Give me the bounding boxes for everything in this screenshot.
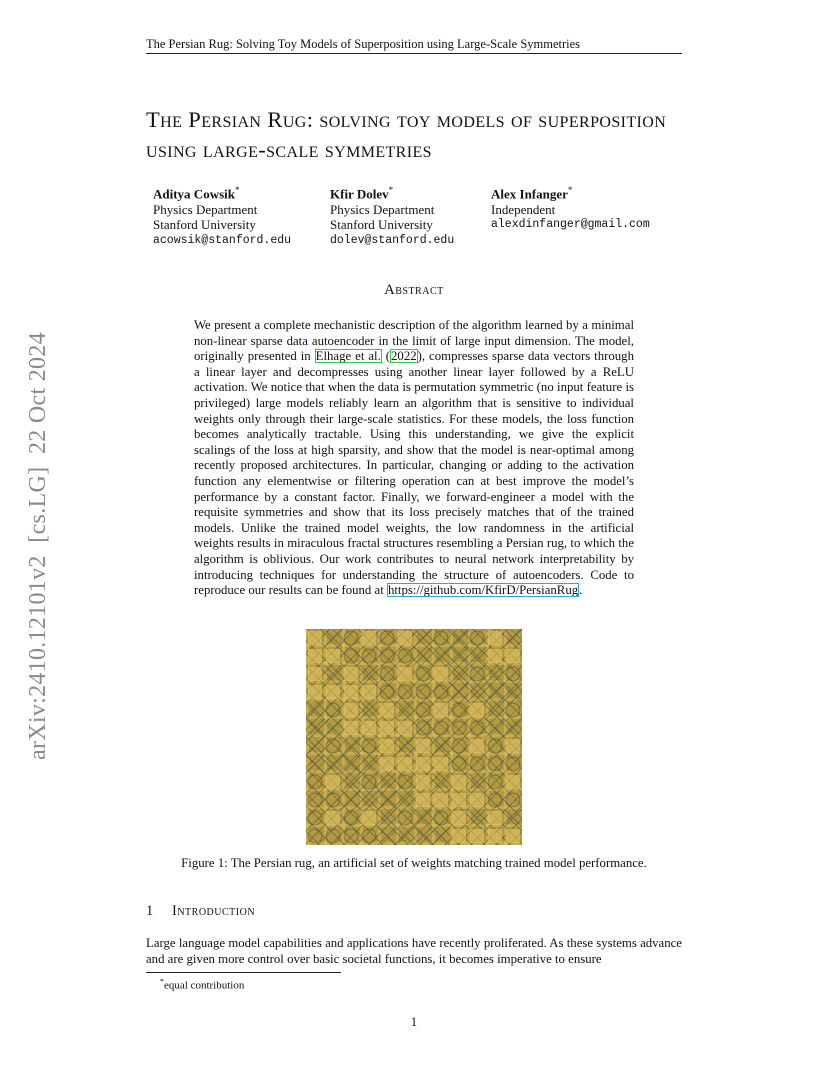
author-email: dolev@stanford.edu — [330, 233, 455, 247]
code-url-link[interactable]: https://github.com/KfirD/PersianRug — [387, 583, 579, 598]
persian-rug-pattern — [306, 629, 522, 845]
author-block-3 — [491, 183, 650, 233]
page-number: 1 — [410, 1015, 418, 1029]
abstract-text: We present a complete mechanistic description of the algorithm learned by a minimal non-linear sparse data autoencoder in the limit of large input dimension. The model, originally presented in Elhage et al. (2022), compresses sparse data vectors through a linear layer and decompresses using another linear layer followed by a ReLU activation. We notice that when the data is permutation symmetric (no input feature is privileged) large models reliably learn an algorithm that is sensitive to individual weights only through their large-scale statistics. For these models, the loss function becomes analytically tractable. Using this understanding, we give the explicit scalings of the loss at high sparsity, and show that the model is near-optimal among recently proposed architectures. In particular, changing or adding to the activation function any elementwise or filtering operation can at best improve the model’s performance by a constant factor. Finally, we forward-engineer a model with the requisite symmetries and show that its loss precisely matches that of the trained models. Unlike the trained model weights, the low randomness in the artificial weights results in miraculous fractal structures resembling a Persian rug, to which the algorithm is oblivious. Our work contributes to neural network interpretability by introducing techniques for understanding the structure of autoencoders. Code to reproduce our results can be found at https://github.com/KfirD/PersianRug. — [194, 318, 634, 598]
persian-rug-figure — [306, 629, 522, 845]
author-email: acowsik@stanford.edu — [153, 233, 292, 247]
running-head: The Persian Rug: Solving Toy Models of Superposition using Large-Scale Symmetries — [146, 37, 581, 51]
author-email: alexdinfanger@gmail.com — [491, 218, 650, 232]
author-name: Kfir Dolev* — [330, 185, 394, 202]
footnote-rule — [146, 972, 341, 973]
author-block-1 — [153, 183, 291, 248]
author-affiliation: Physics Department — [330, 201, 435, 217]
footnote-mark: * — [160, 977, 164, 986]
figure-caption: Figure 1: The Persian rug, an artificial set of weights matching trained model performance. — [181, 856, 647, 870]
footnote-text: equal contribution — [164, 979, 245, 992]
section-title: Introduction — [172, 903, 256, 919]
header-rule — [146, 53, 682, 54]
paper-title: The Persian Rug: solving toy models of superposition using large-scale symmetries — [146, 107, 667, 162]
author-name: Aditya Cowsik* — [153, 185, 240, 202]
author-affiliation: Physics Department — [153, 201, 258, 217]
arxiv-identifier: arXiv:2410.12101v2 [cs.LG] 22 Oct 2024 — [25, 332, 51, 760]
citation-link[interactable]: Elhage et al. — [315, 349, 381, 364]
citation-year-link[interactable]: 2022 — [391, 349, 417, 364]
section-heading — [146, 903, 255, 920]
section-number: 1 — [146, 903, 154, 919]
footnote — [160, 977, 244, 992]
author-affiliation: Stanford University — [330, 217, 433, 233]
abstract-heading: Abstract — [384, 282, 444, 298]
author-block-2 — [330, 183, 454, 248]
author-affiliation: Independent — [491, 201, 556, 217]
author-name: Alex Infanger* — [491, 185, 573, 202]
author-affiliation: Stanford University — [153, 217, 256, 233]
introduction-paragraph: Large language model capabilities and applications have recently proliferated. As these systems advance and are given more control over basic societal functions, it becomes imperative to ensure — [146, 936, 682, 966]
